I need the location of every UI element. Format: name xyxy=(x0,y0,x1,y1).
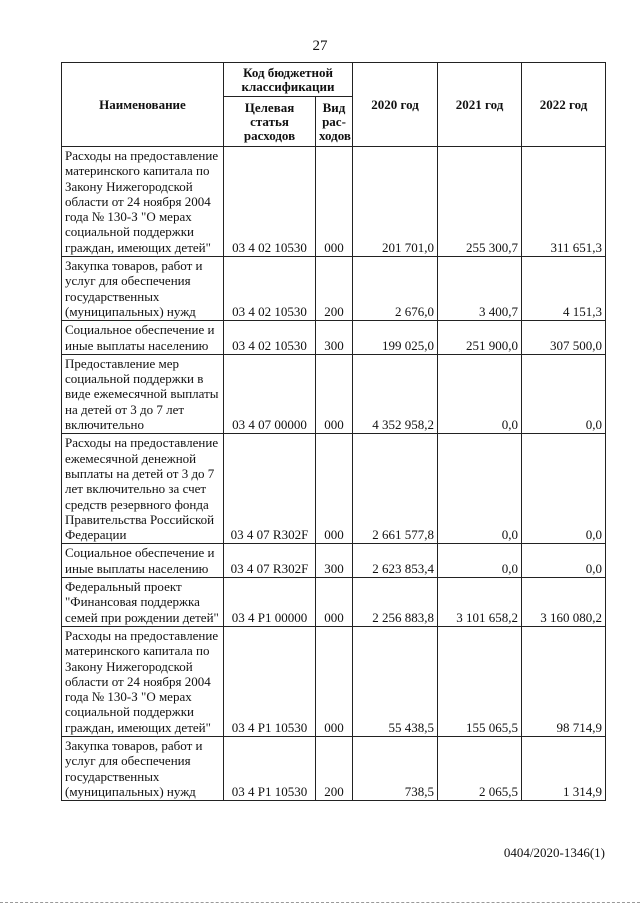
row-expense-type: 000 xyxy=(316,147,353,257)
row-2020: 2 676,0 xyxy=(353,257,438,321)
row-target-article: 03 4 02 10530 xyxy=(224,257,316,321)
header-2022: 2022 год xyxy=(522,63,606,147)
table-row xyxy=(62,434,606,544)
row-2022: 3 160 080,2 xyxy=(522,578,606,627)
row-target-article: 03 4 07 R302F xyxy=(224,544,316,578)
row-name: Социальное обеспечение и иные выплаты населению xyxy=(62,544,224,578)
row-name: Предоставление мер социальной поддержки в виде ежемесячной выплаты на детей от 3 до 7 лет включительно xyxy=(62,354,224,433)
row-2022: 0,0 xyxy=(522,544,606,578)
row-target-article: 03 4 02 10530 xyxy=(224,321,316,355)
row-2020: 2 661 577,8 xyxy=(353,434,438,544)
row-2020: 2 623 853,4 xyxy=(353,544,438,578)
row-expense-type: 300 xyxy=(316,544,353,578)
row-2022: 307 500,0 xyxy=(522,321,606,355)
page-number: 27 xyxy=(312,38,328,54)
table-row xyxy=(62,321,606,355)
budget-table xyxy=(61,62,606,801)
row-2021: 0,0 xyxy=(438,434,522,544)
row-target-article: 03 4 07 R302F xyxy=(224,434,316,544)
table-header xyxy=(62,63,606,147)
row-2020: 738,5 xyxy=(353,736,438,800)
table-row xyxy=(62,578,606,627)
row-expense-type: 300 xyxy=(316,321,353,355)
row-target-article: 03 4 P1 10530 xyxy=(224,626,316,736)
row-2021: 251 900,0 xyxy=(438,321,522,355)
scan-edge-divider xyxy=(0,902,640,903)
row-name: Расходы на предоставление материнского капитала по Закону Нижегородской области от 24 ноября 2004 года № 130-З "О мерах социальной поддержки граждан, имеющих детей" xyxy=(62,626,224,736)
row-2020: 2 256 883,8 xyxy=(353,578,438,627)
row-2021: 3 400,7 xyxy=(438,257,522,321)
row-2022: 0,0 xyxy=(522,434,606,544)
row-expense-type: 000 xyxy=(316,626,353,736)
header-2020: 2020 год xyxy=(353,63,438,147)
row-target-article: 03 4 P1 10530 xyxy=(224,736,316,800)
row-name: Расходы на предоставление материнского капитала по Закону Нижегородской области от 24 ноября 2004 года № 130-З "О мерах социальной поддержки граждан, имеющих детей" xyxy=(62,147,224,257)
row-name: Закупка товаров, работ и услуг для обеспечения государственных (муниципальных) нужд xyxy=(62,257,224,321)
row-expense-type: 200 xyxy=(316,736,353,800)
row-expense-type: 200 xyxy=(316,257,353,321)
header-target-article: Целевая статья расходов xyxy=(224,97,316,147)
table-row xyxy=(62,544,606,578)
row-2022: 4 151,3 xyxy=(522,257,606,321)
row-2021: 2 065,5 xyxy=(438,736,522,800)
row-2020: 55 438,5 xyxy=(353,626,438,736)
row-name: Социальное обеспечение и иные выплаты населению xyxy=(62,321,224,355)
row-2020: 199 025,0 xyxy=(353,321,438,355)
row-2020: 4 352 958,2 xyxy=(353,354,438,433)
row-expense-type: 000 xyxy=(316,434,353,544)
row-2022: 1 314,9 xyxy=(522,736,606,800)
row-target-article: 03 4 07 00000 xyxy=(224,354,316,433)
row-target-article: 03 4 P1 00000 xyxy=(224,578,316,627)
table-row xyxy=(62,626,606,736)
row-name: Федеральный проект "Финансовая поддержка семей при рождении детей" xyxy=(62,578,224,627)
row-2021: 255 300,7 xyxy=(438,147,522,257)
header-name: Наименование xyxy=(62,63,224,147)
row-2022: 0,0 xyxy=(522,354,606,433)
row-expense-type: 000 xyxy=(316,578,353,627)
header-kbk-group: Код бюджетной классификации xyxy=(224,63,353,97)
row-name: Расходы на предоставление ежемесячной денежной выплаты на детей от 3 до 7 лет включительно за счет средств резервного фонда Правительства Российской Федерации xyxy=(62,434,224,544)
row-2021: 0,0 xyxy=(438,354,522,433)
row-2020: 201 701,0 xyxy=(353,147,438,257)
row-expense-type: 000 xyxy=(316,354,353,433)
table-row xyxy=(62,354,606,433)
row-2021: 0,0 xyxy=(438,544,522,578)
row-2022: 98 714,9 xyxy=(522,626,606,736)
header-2021: 2021 год xyxy=(438,63,522,147)
table-row xyxy=(62,257,606,321)
row-target-article: 03 4 02 10530 xyxy=(224,147,316,257)
table-row xyxy=(62,736,606,800)
row-name: Закупка товаров, работ и услуг для обеспечения государственных (муниципальных) нужд xyxy=(62,736,224,800)
row-2021: 155 065,5 xyxy=(438,626,522,736)
row-2021: 3 101 658,2 xyxy=(438,578,522,627)
document-code: 0404/2020-1346(1) xyxy=(503,845,605,860)
row-2022: 311 651,3 xyxy=(522,147,606,257)
table-body xyxy=(62,147,606,801)
table-row xyxy=(62,147,606,257)
header-expense-type: Вид рас-ходов xyxy=(316,97,353,147)
